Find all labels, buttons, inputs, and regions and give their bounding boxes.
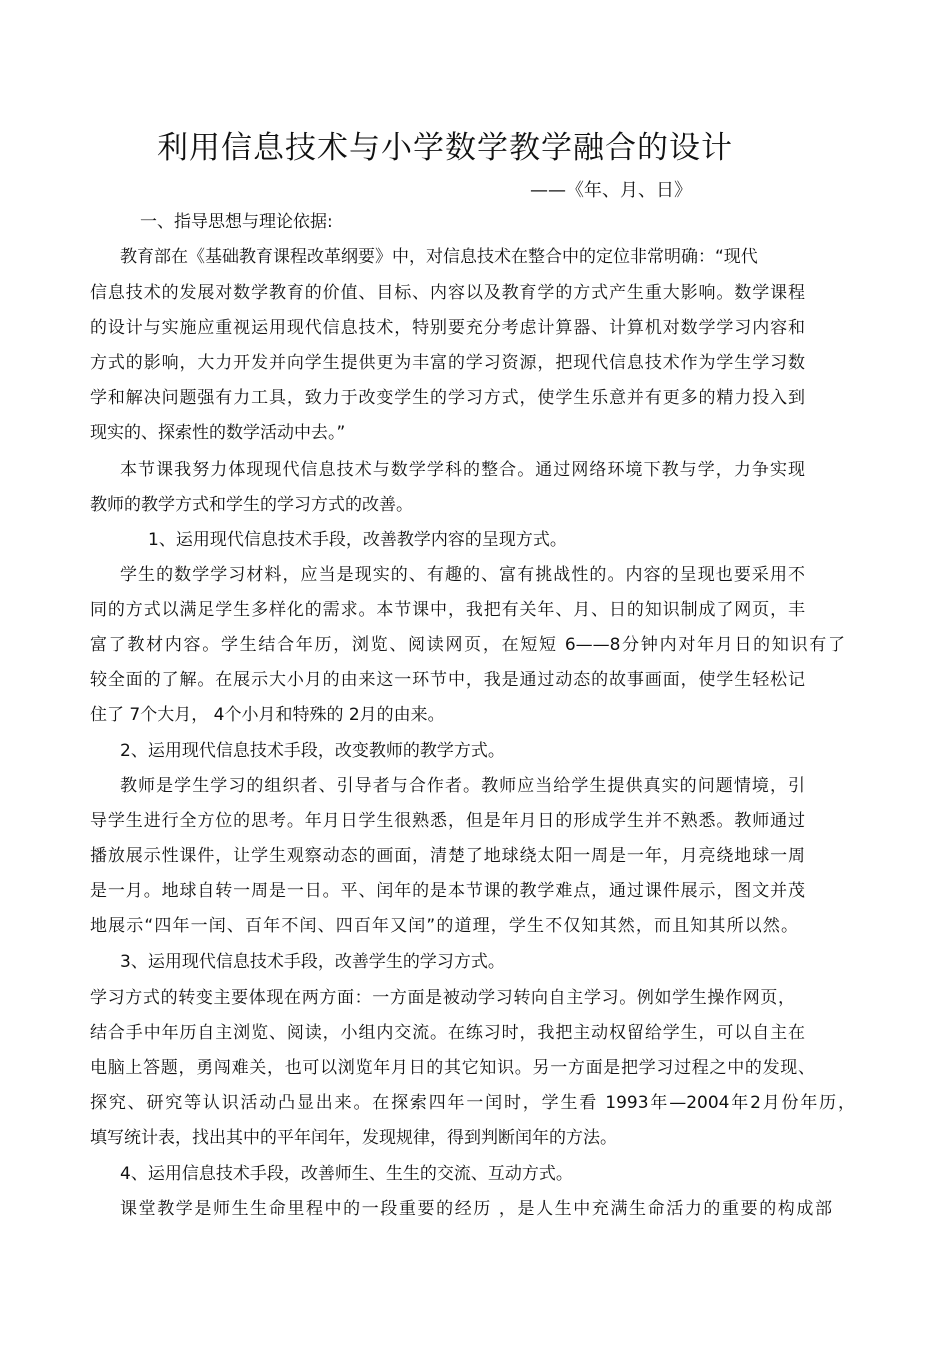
paragraph-line: 学习方式的转变主要体现在两方面：一方面是被动学习转向自主学习。例如学生操作网页，: [90, 988, 795, 1008]
section-heading: 3、运用现代信息技术手段，改善学生的学习方式。: [120, 952, 505, 972]
paragraph-line: 学生的数学学习材料，应当是现实的、有趣的、富有挑战性的。内容的呈现也要采用不: [120, 565, 805, 585]
document-subtitle: ——《年、月、日》: [530, 180, 692, 201]
paragraph-line: 是一月。地球自转一周是一日。平、闰年的是本节课的教学难点，通过课件展示，图文并茂: [90, 881, 805, 901]
document-title: 利用信息技术与小学数学教学融合的设计: [157, 130, 733, 166]
paragraph-line: 探究、研究等认识活动凸显出来。在探索四年一闰时，学生看 1993年—2004年2月份年历，: [90, 1093, 855, 1113]
section-heading: 4、运用信息技术手段，改善师生、生生的交流、互动方式。: [120, 1164, 573, 1184]
paragraph-line: 教师的教学方式和学生的学习方式的改善。: [90, 495, 413, 515]
paragraph-line: 学和解决问题强有力工具，致力于改变学生的学习方式，使学生乐意并有更多的精力投入到: [90, 388, 805, 408]
paragraph-line: 播放展示性课件，让学生观察动态的画面，清楚了地球绕太阳一周是一年，月亮绕地球一周: [90, 846, 805, 866]
paragraph-line: 教师是学生学习的组织者、引导者与合作者。教师应当给学生提供真实的问题情境，引: [120, 776, 805, 796]
paragraph-line: 现实的、探索性的数学活动中去。”: [90, 423, 346, 443]
section-heading: 一、指导思想与理论依据:: [140, 212, 333, 232]
paragraph-line: 住了 7个大月， 4个小月和特殊的 2月的由来。: [90, 705, 445, 725]
paragraph-line: 方式的影响，大力开发并向学生提供更为丰富的学习资源，把现代信息技术作为学生学习数: [90, 353, 805, 373]
paragraph-line: 结合手中年历自主浏览、阅读，小组内交流。在练习时，我把主动权留给学生，可以自主在: [90, 1023, 805, 1043]
paragraph-line: 电脑上答题，勇闯难关，也可以浏览年月日的其它知识。另一方面是把学习过程之中的发现、: [90, 1058, 815, 1078]
paragraph-line: 同的方式以满足学生多样化的需求。本节课中，我把有关年、月、日的知识制成了网页，丰: [90, 600, 805, 620]
section-heading: 2、运用现代信息技术手段，改变教师的教学方式。: [120, 741, 505, 761]
paragraph-line: 的设计与实施应重视运用现代信息技术，特别要充分考虑计算器、计算机对数学学习内容和: [90, 318, 805, 338]
paragraph-line: 本节课我努力体现现代信息技术与数学学科的整合。通过网络环境下教与学，力争实现: [120, 460, 805, 480]
paragraph-line: 地展示“四年一闰、百年不闰、四百年又闰”的道理，学生不仅知其然，而且知其所以然。: [90, 916, 798, 936]
paragraph-line: 课堂教学是师生生命里程中的一段重要的经历 ，是人生中充满生命活力的重要的构成部: [120, 1199, 832, 1219]
paragraph-line: 填写统计表，找出其中的平年闰年，发现规律，得到判断闰年的方法。: [90, 1128, 617, 1148]
paragraph-line: 信息技术的发展对数学教育的价值、目标、内容以及教育学的方式产生重大影响。数学课程: [90, 283, 805, 303]
paragraph-line: 导学生进行全方位的思考。年月日学生很熟悉，但是年月日的形成学生并不熟悉。教师通过: [90, 811, 805, 831]
paragraph-line: 富了教材内容。学生结合年历，浏览、阅读网页，在短短 6——8分钟内对年月日的知识有了: [90, 635, 845, 655]
section-heading: 1、运用现代信息技术手段，改善教学内容的呈现方式。: [148, 530, 567, 550]
paragraph-line: 较全面的了解。在展示大小月的由来这一环节中，我是通过动态的故事画面，使学生轻松记: [90, 670, 805, 690]
paragraph-line: 教育部在《基础教育课程改革纲要》中，对信息技术在整合中的定位非常明确：“现代: [120, 247, 758, 267]
